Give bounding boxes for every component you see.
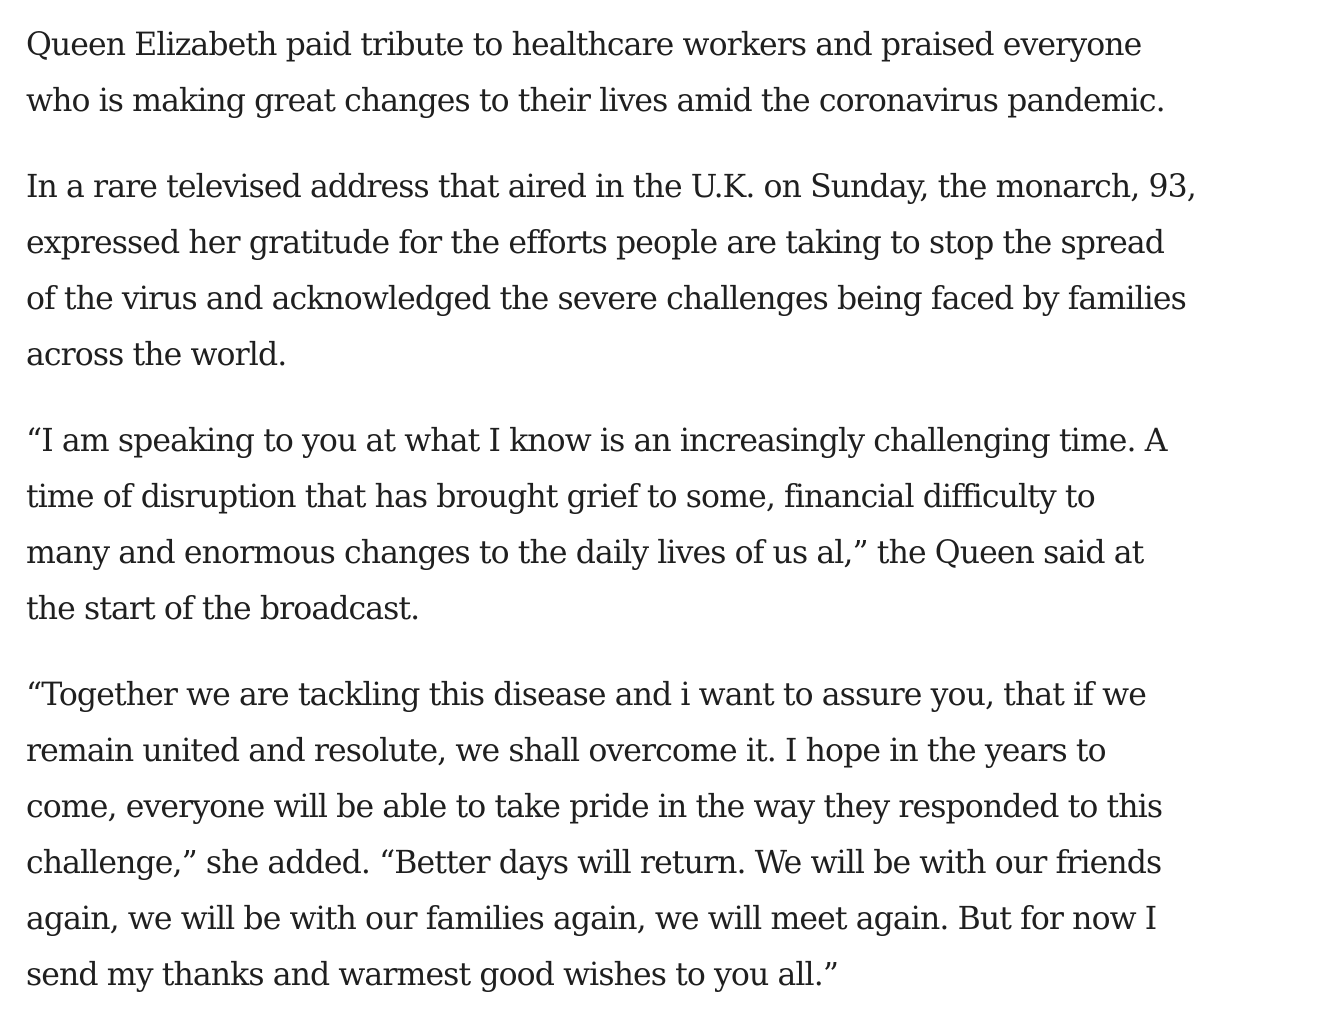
paragraph-line: expressed her gratitude for the efforts people are taking to stop the spread xyxy=(26,225,1165,261)
paragraph-line: again, we will be with our families again, we will meet again. But for now I xyxy=(26,901,1157,937)
paragraph-3 xyxy=(26,413,1326,637)
paragraph-text: paid tribute to healthcare workers and praised everyone xyxy=(276,27,1142,63)
paragraph-line: of the virus and acknowledged the severe challenges being faced by families xyxy=(26,281,1186,317)
paragraph-line: many and enormous changes to the daily lives of us al,” the Queen said at xyxy=(26,535,1144,571)
paragraph-2 xyxy=(26,159,1326,383)
paragraph-line: remain united and resolute, we shall overcome it. I hope in the years to xyxy=(26,733,1106,769)
paragraph-line: “I am speaking to you at what I know is an increasingly challenging time. A xyxy=(26,423,1167,459)
paragraph-4 xyxy=(26,667,1326,1003)
paragraph-line: who is making great changes to their lives amid the coronavirus pandemic. xyxy=(26,83,1165,119)
paragraph-line xyxy=(26,17,1326,73)
queen-elizabeth-link[interactable]: Queen Elizabeth xyxy=(26,27,277,63)
paragraph-line: time of disruption that has brought grief to some, financial difficulty to xyxy=(26,479,1095,515)
paragraph-line: the start of the broadcast. xyxy=(26,591,420,627)
paragraph-line: challenge,” she added. “Better days will return. We will be with our friends xyxy=(26,845,1162,881)
paragraph-line: send my thanks and warmest good wishes to you all.” xyxy=(26,957,839,993)
paragraph-1 xyxy=(26,17,1326,129)
paragraph-line: across the world. xyxy=(26,337,287,373)
paragraph-line: “Together we are tackling this disease and i want to assure you, that if we xyxy=(26,677,1146,713)
paragraph-line: come, everyone will be able to take pride in the way they responded to this xyxy=(26,789,1163,825)
paragraph-line: In a rare televised address that aired in the U.K. on Sunday, the monarch, 93, xyxy=(26,169,1196,205)
